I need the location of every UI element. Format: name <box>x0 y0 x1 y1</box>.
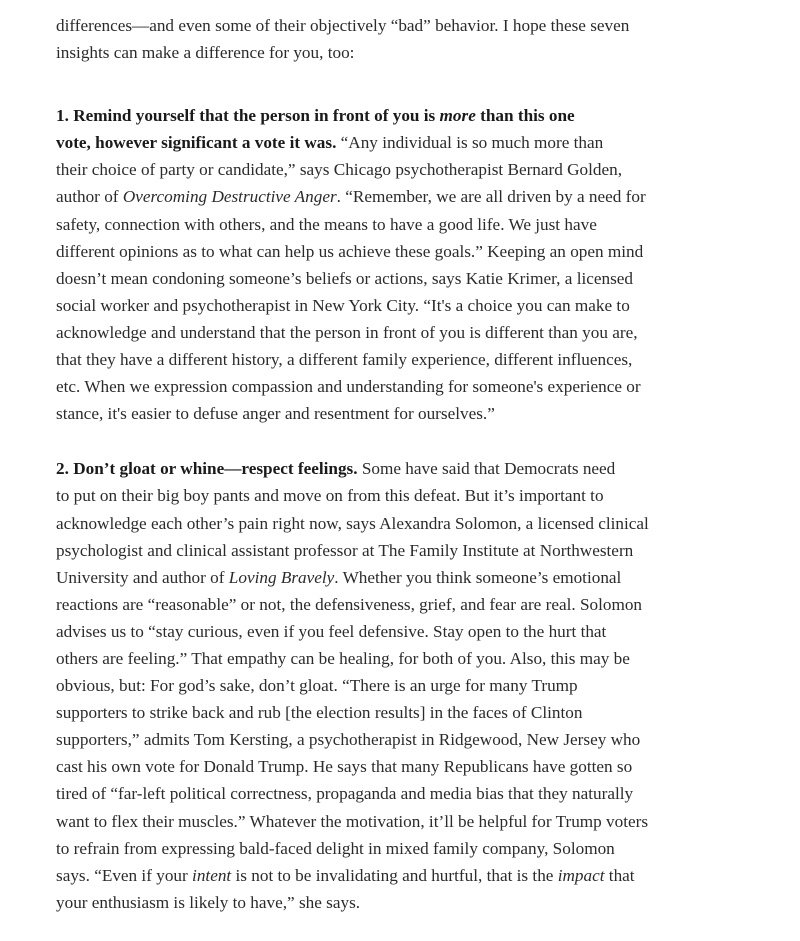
text-line: your enthusiasm is likely to have,” she says. <box>56 892 361 912</box>
insight-2-heading-line <box>56 455 756 482</box>
body-text: that <box>604 865 635 885</box>
text-line: to put on their big boy pants and move on from this defeat. But it’s important to <box>56 486 604 506</box>
text-line <box>56 183 756 210</box>
text-line <box>56 862 756 889</box>
text-line <box>56 564 756 591</box>
text-line: different opinions as to what can help us achieve these goals.” Keeping an open mind <box>56 241 644 261</box>
text-line: stance, it's easier to defuse anger and resentment for ourselves.” <box>56 404 495 424</box>
text-line: want to flex their muscles.” Whatever the motivation, it’ll be helpful for Trump voters <box>56 811 649 831</box>
text-line: advises us to “stay curious, even if you feel defensive. Stay open to the hurt that <box>56 621 607 641</box>
text-line: their choice of party or candidate,” says Chicago psychotherapist Bernard Golden, <box>56 160 623 180</box>
insight-1-heading-emphasis: more <box>439 106 476 126</box>
text-line: acknowledge each other’s pain right now, says Alexandra Solomon, a licensed clinical <box>56 513 649 533</box>
text-line: obvious, but: For god’s sake, don’t gloat. “There is an urge for many Trump <box>56 676 578 696</box>
emphasis-text: impact <box>557 865 605 885</box>
insight-1-paragraph <box>56 102 756 427</box>
text-line: insights can make a difference for you, too: <box>56 43 355 63</box>
body-text: . Whether you think someone’s emotional <box>334 567 622 587</box>
text-line <box>56 129 756 156</box>
text-line: social worker and psychotherapist in New York City. “It's a choice you can make to <box>56 295 630 315</box>
insight-1-heading-text: vote, however significant a vote it was. <box>56 133 337 153</box>
intro-paragraph <box>56 12 756 66</box>
text-line: doesn’t mean condoning someone’s beliefs or actions, says Katie Krimer, a licensed <box>56 268 634 288</box>
emphasis-text: intent <box>192 865 232 885</box>
text-line: etc. When we expression compassion and understanding for someone's experience or <box>56 377 641 397</box>
text-line: that they have a different history, a different family experience, different influences, <box>56 350 633 370</box>
article-body <box>56 12 756 916</box>
text-line: reactions are “reasonable” or not, the defensiveness, grief, and fear are real. Solomon <box>56 594 643 614</box>
book-title: Loving Bravely <box>228 567 335 587</box>
text-line: acknowledge and understand that the person in front of you is different than you are, <box>56 322 638 342</box>
text-line: supporters,” admits Tom Kersting, a psychotherapist in Ridgewood, New Jersey who <box>56 730 641 750</box>
text-line: cast his own vote for Donald Trump. He says that many Republicans have gotten so <box>56 757 633 777</box>
text-line: tired of “far-left political correctness, propaganda and media bias that they naturally <box>56 784 634 804</box>
book-title: Overcoming Destructive Anger <box>122 187 337 207</box>
text-line: psychologist and clinical assistant professor at The Family Institute at Northwestern <box>56 540 634 560</box>
insight-2-paragraph <box>56 455 756 916</box>
body-text: says. “Even if your <box>56 865 193 885</box>
body-text: author of <box>56 187 123 207</box>
body-text: . “Remember, we are all driven by a need for <box>336 187 646 207</box>
body-text: “Any individual is so much more than <box>336 133 604 153</box>
insight-1-heading-line <box>56 102 756 129</box>
body-text: Some have said that Democrats need <box>357 459 616 479</box>
insight-1-heading-text: 1. Remind yourself that the person in front of you is <box>56 106 440 126</box>
body-text: University and author of <box>56 567 229 587</box>
insight-1-heading-text: than this one <box>475 106 575 126</box>
text-line: to refrain from expressing bald-faced delight in mixed family company, Solomon <box>56 838 615 858</box>
body-text: is not to be invalidating and hurtful, that is the <box>231 865 558 885</box>
insight-2-heading-text: 2. Don’t gloat or whine—respect feelings. <box>56 459 358 479</box>
text-line: safety, connection with others, and the means to have a good life. We just have <box>56 214 597 234</box>
text-line: others are feeling.” That empathy can be healing, for both of you. Also, this may be <box>56 648 630 668</box>
text-line: differences—and even some of their objectively “bad” behavior. I hope these seven <box>56 16 630 35</box>
text-line: supporters to strike back and rub [the election results] in the faces of Clinton <box>56 703 583 723</box>
